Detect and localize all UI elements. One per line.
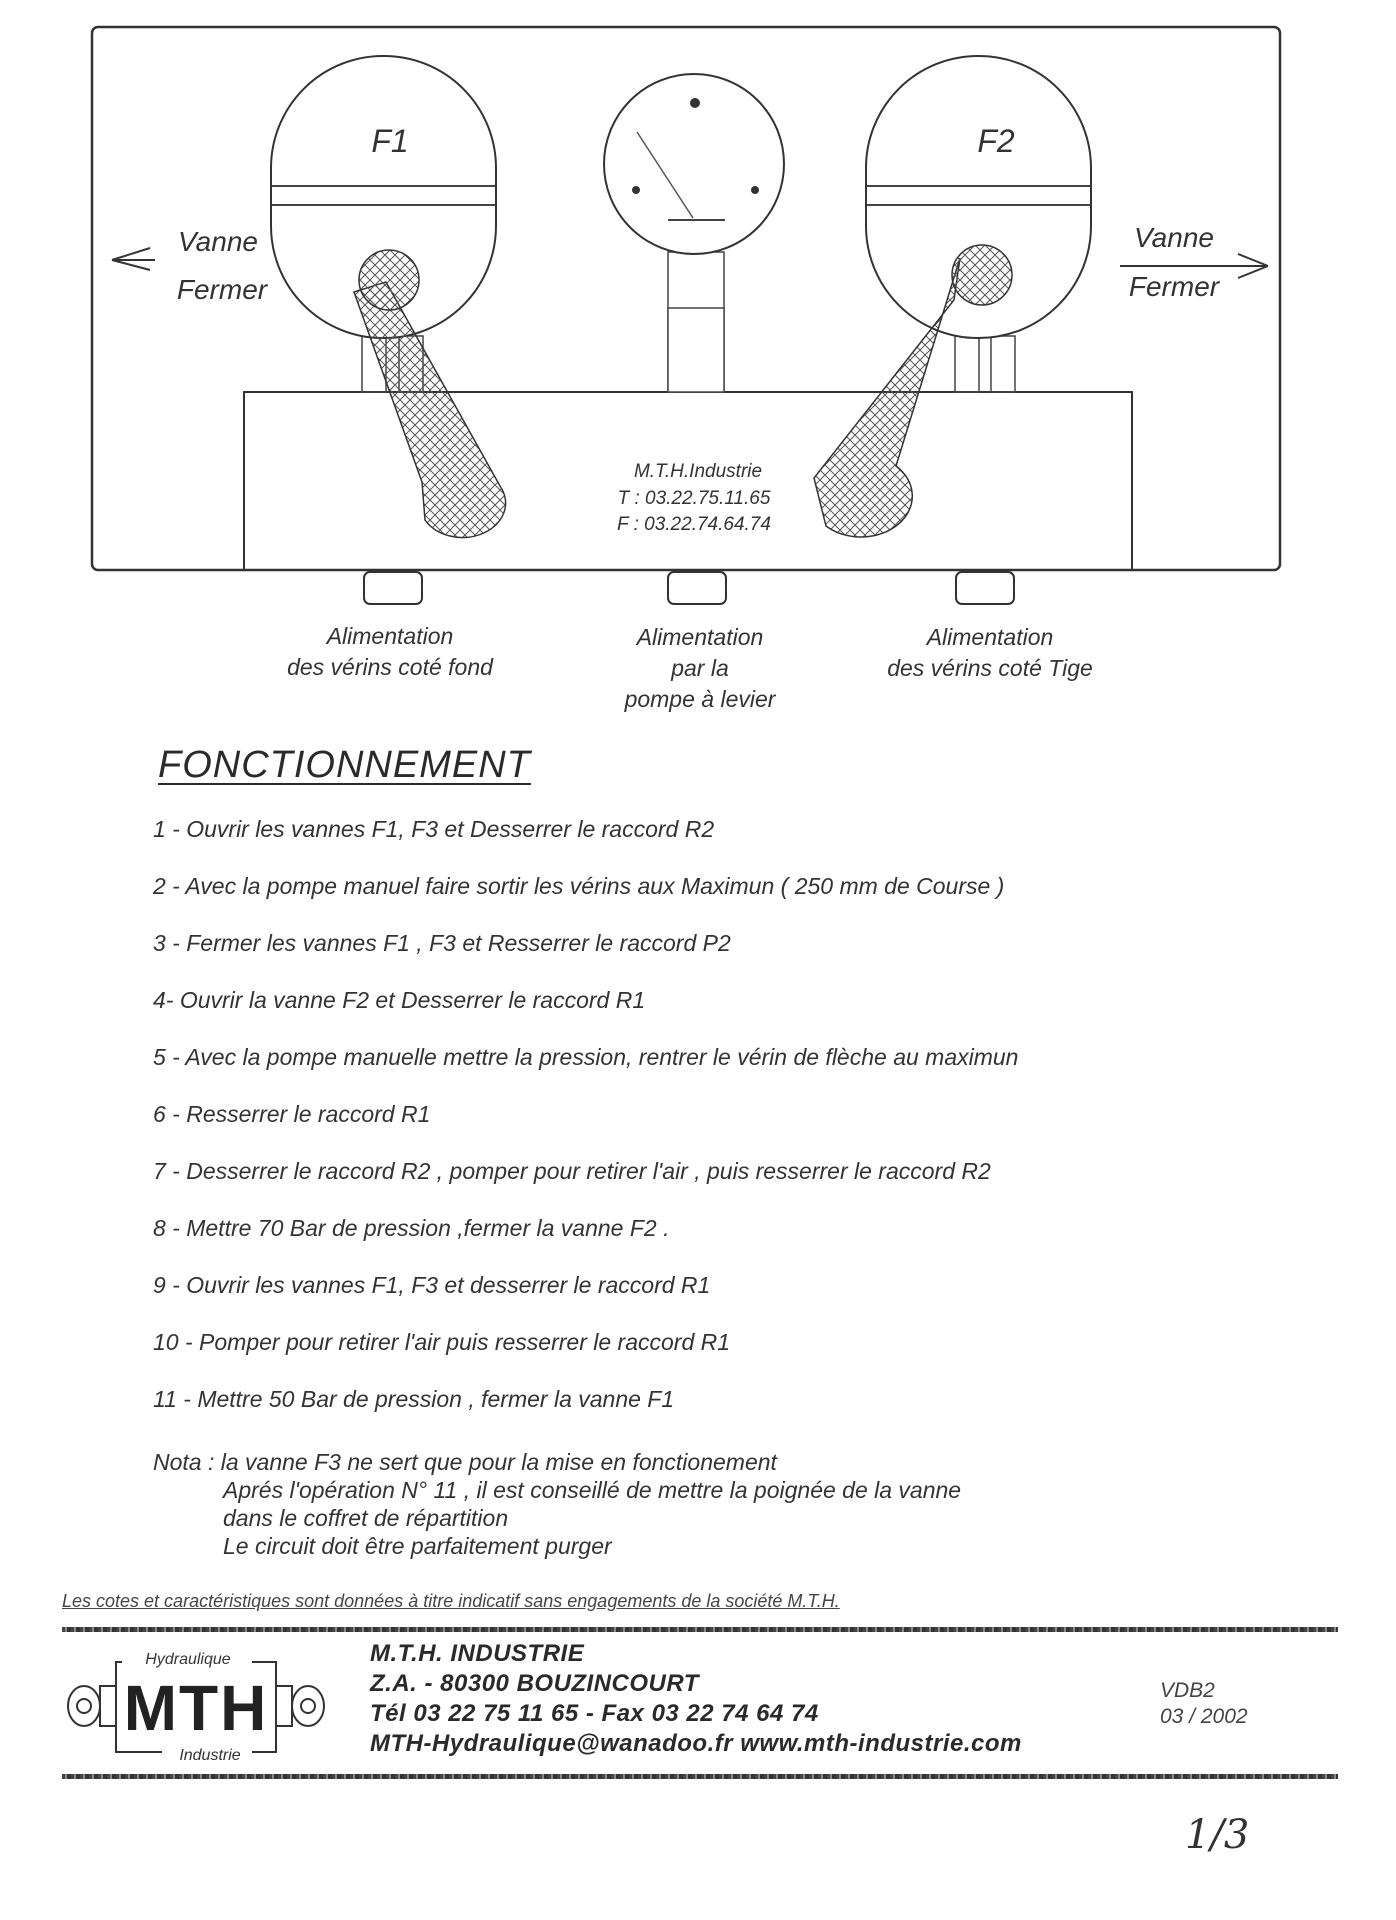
doc-date: 03 / 2002 bbox=[1160, 1705, 1248, 1728]
footer-rule-bottom bbox=[62, 1774, 1338, 1779]
step-item: 10 - Pomper pour retirer l'air puis resserrer le raccord R1 bbox=[153, 1329, 731, 1355]
logo-top-text: Hydraulique bbox=[145, 1651, 231, 1668]
page-number: 1/3 bbox=[1185, 1812, 1250, 1858]
nota-line-3: dans le coffret de répartition bbox=[223, 1505, 509, 1531]
step-item: 4- Ouvrir la vanne F2 et Desserrer le raccord R1 bbox=[153, 987, 646, 1013]
procedure-steps bbox=[153, 814, 1018, 1441]
company-name: M.T.H. INDUSTRIE bbox=[370, 1640, 585, 1667]
port-fond bbox=[364, 572, 422, 604]
port-label-tige bbox=[850, 622, 1130, 684]
disclaimer: Les cotes et caractéristiques sont données à titre indicatif sans engagements de la société M.T.H. bbox=[62, 1591, 840, 1611]
step-item: 11 - Mettre 50 Bar de pression , fermer la vanne F1 bbox=[153, 1386, 675, 1412]
port-pompe bbox=[668, 572, 726, 604]
footer-rule-top bbox=[62, 1627, 1338, 1632]
logo-bottom-text: Industrie bbox=[179, 1747, 241, 1764]
stamp-company: M.T.H.Industrie bbox=[633, 461, 763, 482]
step-item: 6 - Resserrer le raccord R1 bbox=[153, 1101, 431, 1127]
port-label-pompe-line1: Alimentation bbox=[636, 624, 764, 650]
right-valve-label-1: Vanne bbox=[1134, 222, 1214, 253]
step-item: 3 - Fermer les vannes F1 , F3 et Resserrer le raccord P2 bbox=[153, 930, 731, 956]
step-item: 2 - Avec la pompe manuel faire sortir les vérins aux Maximun ( 250 mm de Course ) bbox=[153, 873, 1005, 899]
step-item: 1 - Ouvrir les vannes F1, F3 et Desserrer le raccord R2 bbox=[153, 816, 715, 842]
port-label-fond-line2: des vérins coté fond bbox=[287, 654, 493, 680]
port-label-pompe bbox=[560, 622, 840, 715]
left-valve-arrow bbox=[112, 248, 155, 270]
port-label-tige-line1: Alimentation bbox=[926, 624, 1054, 650]
step-item: 9 - Ouvrir les vannes F1, F3 et desserrer le raccord R1 bbox=[153, 1272, 711, 1298]
port-label-tige-line2: des vérins coté Tige bbox=[887, 655, 1093, 681]
nota-line-1: Nota : la vanne F3 ne sert que pour la mise en fonctionement bbox=[153, 1449, 777, 1475]
step-item: 5 - Avec la pompe manuelle mettre la pression, rentrer le vérin de flèche au maximun bbox=[153, 1044, 1019, 1070]
company-phone: Tél 03 22 75 11 65 - Fax 03 22 74 64 74 bbox=[370, 1700, 819, 1727]
nota-block bbox=[153, 1448, 961, 1560]
stamp-phone: T : 03.22.75.11.65 bbox=[617, 488, 771, 509]
doc-code: VDB2 bbox=[1160, 1679, 1215, 1702]
tank-f1-label: F1 bbox=[371, 123, 409, 159]
port-label-pompe-line2: par la bbox=[671, 655, 729, 681]
section-heading: FONCTIONNEMENT bbox=[158, 744, 531, 786]
left-valve-label-2: Fermer bbox=[176, 274, 268, 305]
left-valve-label-1: Vanne bbox=[178, 226, 258, 257]
step-item: 7 - Desserrer le raccord R2 , pomper pour retirer l'air , puis resserrer le raccord R2 bbox=[153, 1158, 991, 1184]
company-address: Z.A. - 80300 BOUZINCOURT bbox=[370, 1670, 699, 1697]
logo-main-text: MTH bbox=[123, 1672, 269, 1744]
right-valve-label-2: Fermer bbox=[1128, 271, 1220, 302]
doc-ref bbox=[1160, 1678, 1248, 1730]
company-web: MTH-Hydraulique@wanadoo.fr www.mth-industrie.com bbox=[370, 1730, 1022, 1757]
port-tige bbox=[956, 572, 1014, 604]
company-block bbox=[370, 1639, 1022, 1759]
port-label-fond-line1: Alimentation bbox=[326, 623, 454, 649]
mth-logo bbox=[62, 1638, 332, 1768]
tank-f2-label: F2 bbox=[977, 123, 1015, 159]
nota-line-2: Aprés l'opération N° 11 , il est conseillé de mettre la poignée de la vanne bbox=[223, 1477, 962, 1503]
nota-line-4: Le circuit doit être parfaitement purger bbox=[223, 1533, 612, 1559]
port-label-pompe-line3: pompe à levier bbox=[624, 686, 776, 712]
stamp-fax: F : 03.22.74.64.74 bbox=[617, 514, 771, 535]
step-item: 8 - Mettre 70 Bar de pression ,fermer la vanne F2 . bbox=[153, 1215, 670, 1241]
port-label-fond bbox=[250, 621, 530, 683]
